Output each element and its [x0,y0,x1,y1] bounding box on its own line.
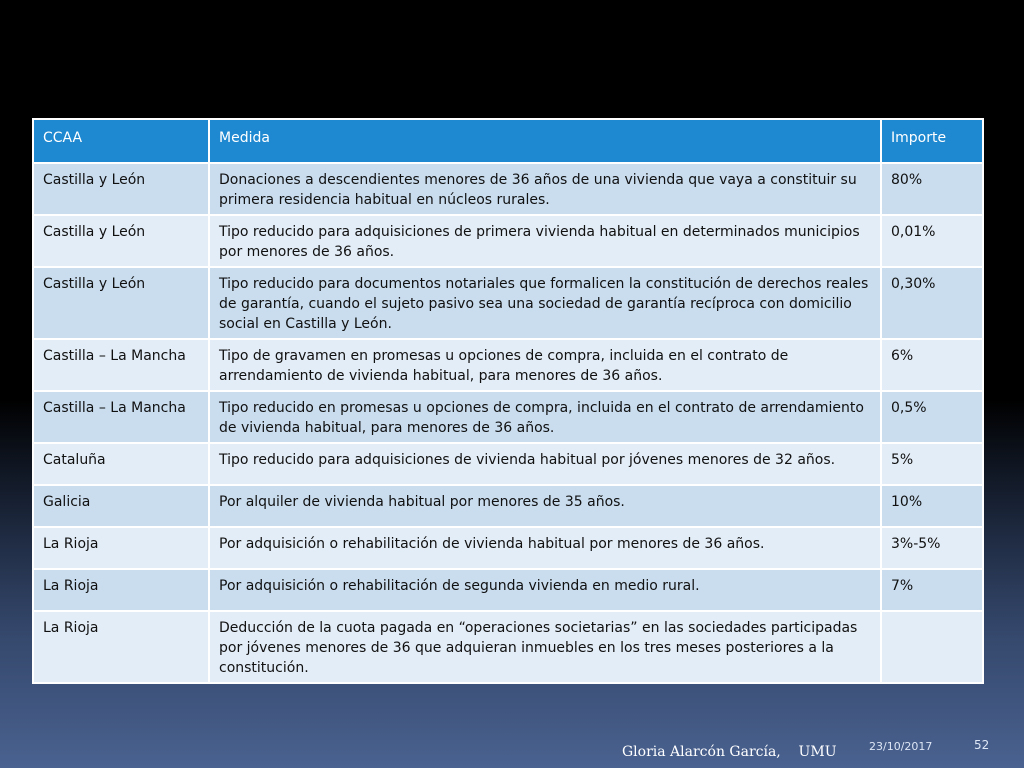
header-medida: Medida [209,119,881,163]
cell-ccaa: Castilla y León [33,267,209,339]
cell-ccaa: Castilla y León [33,163,209,215]
table-row [33,527,983,569]
table-row [33,339,983,391]
table-row [33,267,983,339]
cell-medida: Tipo reducido para adquisiciones de primera vivienda habitual en determinados municipios por menores de 36 años. [209,215,881,267]
cell-medida: Deducción de la cuota pagada en “operaciones societarias” en las sociedades participadas por jóvenes menores de 36 que adquieran inmuebles en los tres meses posteriores a la constitución. [209,611,881,683]
table-row [33,163,983,215]
header-importe: Importe [881,119,983,163]
table-row [33,215,983,267]
slide-page-number: 52 [974,738,990,752]
table-header-row [33,119,983,163]
cell-medida: Tipo reducido en promesas u opciones de compra, incluida en el contrato de arrendamiento de vivienda habitual, para menores de 36 años. [209,391,881,443]
cell-importe: 7% [881,569,983,611]
cell-ccaa: Castilla – La Mancha [33,339,209,391]
table-row [33,569,983,611]
cell-ccaa: Cataluña [33,443,209,485]
ccaa-measures-table [32,118,984,684]
cell-ccaa: Galicia [33,485,209,527]
cell-importe: 10% [881,485,983,527]
cell-importe: 80% [881,163,983,215]
cell-importe: 0,5% [881,391,983,443]
cell-ccaa: Castilla – La Mancha [33,391,209,443]
cell-importe: 6% [881,339,983,391]
cell-importe: 5% [881,443,983,485]
cell-medida: Por alquiler de vivienda habitual por menores de 35 años. [209,485,881,527]
table-row [33,443,983,485]
cell-importe: 0,30% [881,267,983,339]
table-row [33,485,983,527]
cell-medida: Tipo reducido para adquisiciones de vivienda habitual por jóvenes menores de 32 años. [209,443,881,485]
header-ccaa: CCAA [33,119,209,163]
cell-medida: Tipo de gravamen en promesas u opciones de compra, incluida en el contrato de arrendamiento de vivienda habitual, para menores de 36 años. [209,339,881,391]
cell-ccaa: La Rioja [33,569,209,611]
cell-ccaa: La Rioja [33,527,209,569]
footer-author: Gloria Alarcón García, UMU [622,744,837,760]
cell-medida: Donaciones a descendientes menores de 36 años de una vivienda que vaya a constituir su primera residencia habitual en núcleos rurales. [209,163,881,215]
table-row [33,611,983,683]
table-row [33,391,983,443]
cell-medida: Por adquisición o rehabilitación de segunda vivienda en medio rural. [209,569,881,611]
slide-table-container [32,118,982,684]
cell-ccaa: La Rioja [33,611,209,683]
cell-medida: Por adquisición o rehabilitación de vivienda habitual por menores de 36 años. [209,527,881,569]
cell-importe: 0,01% [881,215,983,267]
cell-ccaa: Castilla y León [33,215,209,267]
footer-date: 23/10/2017 [869,740,933,753]
cell-medida: Tipo reducido para documentos notariales que formalicen la constitución de derechos reales de garantía, cuando el sujeto pasivo sea una sociedad de garantía recíproca con domicilio social en Castilla y León. [209,267,881,339]
cell-importe: 3%-5% [881,527,983,569]
cell-importe [881,611,983,683]
